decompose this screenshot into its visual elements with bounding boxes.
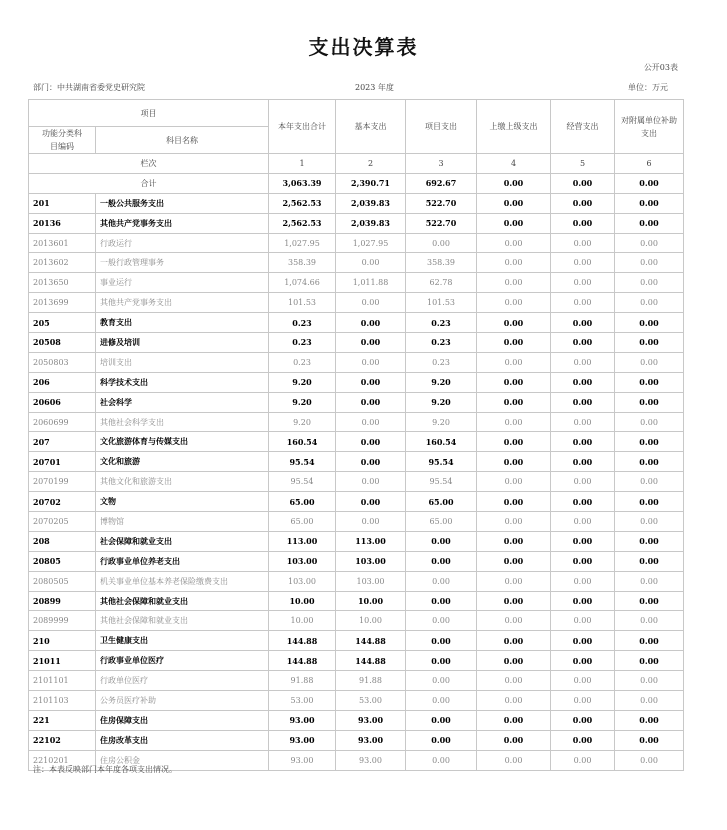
subject-code: 20136	[29, 213, 96, 233]
amount-cell: 2,039.83	[336, 193, 406, 213]
column-number: 6	[615, 154, 684, 174]
amount-cell: 0.00	[477, 611, 551, 631]
total-row	[29, 173, 684, 193]
subject-name: 科学技术支出	[96, 372, 269, 392]
amount-cell: 95.54	[269, 452, 336, 472]
amount-cell: 113.00	[269, 531, 336, 551]
amount-cell: 0.00	[551, 452, 615, 472]
amount-cell: 0.00	[551, 671, 615, 691]
column-number: 2	[336, 154, 406, 174]
amount-cell: 522.70	[406, 213, 477, 233]
amount-cell: 0.00	[551, 472, 615, 492]
amount-cell: 103.00	[336, 551, 406, 571]
header-code: 功能分类科目编码	[29, 127, 96, 154]
amount-cell: 2,562.53	[269, 213, 336, 233]
amount-cell: 0.00	[551, 591, 615, 611]
subject-name: 公务员医疗补助	[96, 691, 269, 711]
amount-cell: 65.00	[269, 512, 336, 532]
subject-code: 201	[29, 193, 96, 213]
total-value: 0.00	[615, 173, 684, 193]
amount-cell: 0.00	[477, 412, 551, 432]
amount-cell: 0.00	[615, 671, 684, 691]
subject-name: 文化和旅游	[96, 452, 269, 472]
amount-cell: 0.00	[336, 293, 406, 313]
amount-cell: 93.00	[336, 750, 406, 770]
subject-name: 一般公共服务支出	[96, 193, 269, 213]
amount-cell: 0.00	[615, 571, 684, 591]
amount-cell: 0.00	[551, 710, 615, 730]
table-row	[29, 333, 684, 353]
amount-cell: 160.54	[406, 432, 477, 452]
amount-cell: 103.00	[336, 571, 406, 591]
amount-cell: 95.54	[406, 452, 477, 472]
amount-cell: 0.00	[551, 233, 615, 253]
amount-cell: 0.00	[477, 233, 551, 253]
table-row	[29, 452, 684, 472]
table-row	[29, 492, 684, 512]
table-row	[29, 472, 684, 492]
amount-cell: 0.00	[477, 273, 551, 293]
subject-code: 22102	[29, 730, 96, 750]
department-label: 部门：中共湖南省委党史研究院	[33, 83, 145, 92]
amount-cell: 93.00	[336, 730, 406, 750]
subject-code: 20702	[29, 492, 96, 512]
amount-cell: 65.00	[269, 492, 336, 512]
amount-cell: 0.00	[336, 372, 406, 392]
expenditure-table	[28, 99, 684, 771]
subject-name: 其他社会保障和就业支出	[96, 611, 269, 631]
amount-cell: 0.00	[551, 193, 615, 213]
table-row	[29, 571, 684, 591]
amount-cell: 0.00	[477, 193, 551, 213]
table-row	[29, 531, 684, 551]
amount-cell: 0.00	[551, 293, 615, 313]
amount-cell: 0.00	[551, 651, 615, 671]
amount-cell: 144.88	[269, 651, 336, 671]
header-item: 项目	[29, 100, 269, 127]
amount-cell: 0.00	[477, 352, 551, 372]
amount-cell: 0.00	[551, 750, 615, 770]
amount-cell: 0.00	[406, 591, 477, 611]
subject-name: 住房改革支出	[96, 730, 269, 750]
table-row	[29, 551, 684, 571]
amount-cell: 0.00	[551, 313, 615, 333]
amount-cell: 0.00	[336, 333, 406, 353]
subject-code: 2080505	[29, 571, 96, 591]
column-number-row	[29, 154, 684, 174]
table-row	[29, 293, 684, 313]
lanci-label: 栏次	[29, 154, 269, 174]
amount-cell: 0.00	[551, 631, 615, 651]
amount-cell: 9.20	[406, 372, 477, 392]
subject-code: 20701	[29, 452, 96, 472]
amount-cell: 93.00	[269, 730, 336, 750]
amount-cell: 144.88	[336, 651, 406, 671]
amount-cell: 0.00	[551, 253, 615, 273]
amount-cell: 0.00	[477, 512, 551, 532]
subject-name: 其他文化和旅游支出	[96, 472, 269, 492]
amount-cell: 0.00	[615, 273, 684, 293]
subject-code: 2070205	[29, 512, 96, 532]
amount-cell: 0.00	[477, 551, 551, 571]
amount-cell: 0.00	[615, 611, 684, 631]
amount-cell: 101.53	[406, 293, 477, 313]
amount-cell: 0.00	[615, 730, 684, 750]
amount-cell: 91.88	[269, 671, 336, 691]
amount-cell: 0.00	[477, 730, 551, 750]
amount-cell: 0.00	[477, 571, 551, 591]
subject-name: 行政单位医疗	[96, 671, 269, 691]
subject-code: 2101103	[29, 691, 96, 711]
amount-cell: 0.00	[615, 313, 684, 333]
table-row	[29, 512, 684, 532]
amount-cell: 0.00	[615, 631, 684, 651]
amount-cell: 0.00	[551, 412, 615, 432]
amount-cell: 0.00	[615, 710, 684, 730]
total-value: 692.67	[406, 173, 477, 193]
amount-cell: 0.00	[406, 730, 477, 750]
amount-cell: 65.00	[406, 492, 477, 512]
table-row	[29, 412, 684, 432]
amount-cell: 0.00	[477, 432, 551, 452]
subject-name: 行政事业单位医疗	[96, 651, 269, 671]
amount-cell: 103.00	[269, 571, 336, 591]
header-project: 项目支出	[406, 100, 477, 154]
subject-name: 文化旅游体育与传媒支出	[96, 432, 269, 452]
table-row	[29, 213, 684, 233]
amount-cell: 0.00	[551, 213, 615, 233]
amount-cell: 0.00	[615, 551, 684, 571]
amount-cell: 0.00	[336, 452, 406, 472]
amount-cell: 0.00	[406, 571, 477, 591]
subject-code: 20899	[29, 591, 96, 611]
subject-code: 208	[29, 531, 96, 551]
column-number: 4	[477, 154, 551, 174]
subject-name: 住房公积金	[96, 750, 269, 770]
total-value: 3,063.39	[269, 173, 336, 193]
amount-cell: 0.00	[336, 412, 406, 432]
amount-cell: 0.00	[615, 492, 684, 512]
amount-cell: 62.78	[406, 273, 477, 293]
subject-code: 20508	[29, 333, 96, 353]
amount-cell: 10.00	[269, 611, 336, 631]
subject-code: 2050803	[29, 352, 96, 372]
subject-name: 社会科学	[96, 392, 269, 412]
total-value: 0.00	[477, 173, 551, 193]
header-upper: 上缴上级支出	[477, 100, 551, 154]
total-value: 2,390.71	[336, 173, 406, 193]
amount-cell: 144.88	[336, 631, 406, 651]
amount-cell: 0.00	[406, 750, 477, 770]
amount-cell: 0.00	[406, 671, 477, 691]
subject-name: 博物馆	[96, 512, 269, 532]
subject-name: 住房保障支出	[96, 710, 269, 730]
amount-cell: 0.00	[477, 691, 551, 711]
amount-cell: 0.00	[477, 591, 551, 611]
header-name: 科目名称	[96, 127, 269, 154]
table-row	[29, 273, 684, 293]
amount-cell: 0.00	[551, 392, 615, 412]
amount-cell: 0.00	[615, 412, 684, 432]
amount-cell: 0.00	[336, 472, 406, 492]
subject-code: 2089999	[29, 611, 96, 631]
amount-cell: 0.00	[551, 432, 615, 452]
table-row	[29, 313, 684, 333]
amount-cell: 113.00	[336, 531, 406, 551]
subject-code: 2013602	[29, 253, 96, 273]
unit-label: 单位：万元	[628, 83, 668, 92]
amount-cell: 0.00	[615, 293, 684, 313]
subject-name: 卫生健康支出	[96, 631, 269, 651]
header-basic: 基本支出	[336, 100, 406, 154]
table-row	[29, 432, 684, 452]
amount-cell: 0.00	[477, 651, 551, 671]
table-note: 注：本表反映部门本年度各项支出情况。	[33, 765, 177, 774]
amount-cell: 0.00	[336, 432, 406, 452]
table-row	[29, 253, 684, 273]
total-label: 合计	[29, 173, 269, 193]
amount-cell: 0.00	[615, 750, 684, 770]
amount-cell: 0.00	[551, 273, 615, 293]
amount-cell: 358.39	[406, 253, 477, 273]
amount-cell: 1,027.95	[269, 233, 336, 253]
amount-cell: 0.00	[477, 710, 551, 730]
amount-cell: 10.00	[269, 591, 336, 611]
amount-cell: 10.00	[336, 611, 406, 631]
amount-cell: 0.00	[336, 512, 406, 532]
amount-cell: 0.00	[406, 611, 477, 631]
subject-code: 2013601	[29, 233, 96, 253]
amount-cell: 0.00	[406, 691, 477, 711]
header-total: 本年支出合计	[269, 100, 336, 154]
amount-cell: 0.00	[551, 512, 615, 532]
subject-name: 机关事业单位基本养老保险缴费支出	[96, 571, 269, 591]
amount-cell: 0.00	[615, 253, 684, 273]
amount-cell: 93.00	[269, 750, 336, 770]
amount-cell: 65.00	[406, 512, 477, 532]
amount-cell: 0.00	[477, 313, 551, 333]
amount-cell: 0.00	[615, 531, 684, 551]
column-number: 3	[406, 154, 477, 174]
table-row	[29, 631, 684, 651]
table-row	[29, 352, 684, 372]
amount-cell: 0.00	[551, 611, 615, 631]
amount-cell: 0.00	[551, 333, 615, 353]
amount-cell: 0.00	[551, 571, 615, 591]
amount-cell: 53.00	[336, 691, 406, 711]
amount-cell: 0.00	[551, 691, 615, 711]
table-row	[29, 193, 684, 213]
subject-name: 其他社会科学支出	[96, 412, 269, 432]
amount-cell: 0.00	[615, 193, 684, 213]
amount-cell: 0.00	[615, 651, 684, 671]
amount-cell: 0.23	[269, 352, 336, 372]
amount-cell: 0.00	[477, 472, 551, 492]
amount-cell: 1,027.95	[336, 233, 406, 253]
table-row	[29, 691, 684, 711]
amount-cell: 0.00	[615, 352, 684, 372]
subject-code: 2070199	[29, 472, 96, 492]
header-business: 经营支出	[551, 100, 615, 154]
amount-cell: 0.00	[477, 631, 551, 651]
amount-cell: 95.54	[269, 472, 336, 492]
amount-cell: 0.23	[269, 313, 336, 333]
subject-code: 2013650	[29, 273, 96, 293]
amount-cell: 0.00	[615, 392, 684, 412]
amount-cell: 0.00	[406, 551, 477, 571]
subject-name: 其他共产党事务支出	[96, 293, 269, 313]
subject-code: 207	[29, 432, 96, 452]
amount-cell: 93.00	[269, 710, 336, 730]
subject-code: 20606	[29, 392, 96, 412]
subject-name: 文物	[96, 492, 269, 512]
subject-code: 210	[29, 631, 96, 651]
subject-name: 其他社会保障和就业支出	[96, 591, 269, 611]
amount-cell: 9.20	[406, 412, 477, 432]
amount-cell: 0.23	[406, 313, 477, 333]
subject-name: 社会保障和就业支出	[96, 531, 269, 551]
amount-cell: 2,039.83	[336, 213, 406, 233]
amount-cell: 0.00	[615, 452, 684, 472]
amount-cell: 9.20	[269, 412, 336, 432]
subject-name: 行政事业单位养老支出	[96, 551, 269, 571]
subject-code: 2060699	[29, 412, 96, 432]
amount-cell: 0.00	[477, 213, 551, 233]
amount-cell: 160.54	[269, 432, 336, 452]
subject-code: 20805	[29, 551, 96, 571]
amount-cell: 0.00	[615, 432, 684, 452]
amount-cell: 0.00	[551, 372, 615, 392]
amount-cell: 0.00	[551, 730, 615, 750]
amount-cell: 1,011.88	[336, 273, 406, 293]
amount-cell: 0.00	[477, 492, 551, 512]
year-label: 2023 年度	[355, 83, 394, 92]
amount-cell: 144.88	[269, 631, 336, 651]
subject-name: 行政运行	[96, 233, 269, 253]
amount-cell: 0.00	[406, 631, 477, 651]
subject-name: 教育支出	[96, 313, 269, 333]
subject-name: 一般行政管理事务	[96, 253, 269, 273]
amount-cell: 0.00	[615, 333, 684, 353]
table-row	[29, 611, 684, 631]
amount-cell: 0.23	[406, 333, 477, 353]
subject-code: 2101101	[29, 671, 96, 691]
amount-cell: 9.20	[406, 392, 477, 412]
amount-cell: 53.00	[269, 691, 336, 711]
amount-cell: 0.00	[406, 531, 477, 551]
amount-cell: 522.70	[406, 193, 477, 213]
amount-cell: 0.00	[477, 333, 551, 353]
table-row	[29, 392, 684, 412]
meta-row	[28, 82, 668, 94]
amount-cell: 0.00	[336, 352, 406, 372]
amount-cell: 0.00	[615, 372, 684, 392]
amount-cell: 0.00	[477, 392, 551, 412]
amount-cell: 0.00	[336, 392, 406, 412]
amount-cell: 0.00	[615, 512, 684, 532]
subject-name: 培训支出	[96, 352, 269, 372]
form-number: 公开03表	[643, 63, 678, 72]
subject-code: 206	[29, 372, 96, 392]
subject-code: 2210201	[29, 750, 96, 770]
amount-cell: 0.00	[477, 750, 551, 770]
amount-cell: 0.00	[551, 492, 615, 512]
amount-cell: 103.00	[269, 551, 336, 571]
amount-cell: 101.53	[269, 293, 336, 313]
amount-cell: 9.20	[269, 392, 336, 412]
amount-cell: 358.39	[269, 253, 336, 273]
amount-cell: 0.00	[477, 372, 551, 392]
amount-cell: 2,562.53	[269, 193, 336, 213]
subject-code: 2013699	[29, 293, 96, 313]
amount-cell: 0.00	[551, 352, 615, 372]
amount-cell: 0.00	[551, 551, 615, 571]
amount-cell: 91.88	[336, 671, 406, 691]
amount-cell: 0.23	[269, 333, 336, 353]
subject-name: 进修及培训	[96, 333, 269, 353]
table-row	[29, 591, 684, 611]
amount-cell: 0.00	[615, 213, 684, 233]
page-title: 支出决算表	[308, 35, 419, 59]
amount-cell: 0.23	[406, 352, 477, 372]
amount-cell: 0.00	[406, 710, 477, 730]
table-row	[29, 671, 684, 691]
table-row	[29, 710, 684, 730]
column-number: 5	[551, 154, 615, 174]
amount-cell: 93.00	[336, 710, 406, 730]
amount-cell: 0.00	[336, 253, 406, 273]
amount-cell: 0.00	[406, 651, 477, 671]
table-row	[29, 651, 684, 671]
table-row	[29, 233, 684, 253]
amount-cell: 0.00	[477, 452, 551, 472]
amount-cell: 0.00	[615, 691, 684, 711]
subject-code: 221	[29, 710, 96, 730]
column-number: 1	[269, 154, 336, 174]
amount-cell: 0.00	[615, 472, 684, 492]
amount-cell: 9.20	[269, 372, 336, 392]
table-row	[29, 372, 684, 392]
amount-cell: 0.00	[551, 531, 615, 551]
amount-cell: 0.00	[477, 293, 551, 313]
amount-cell: 0.00	[477, 531, 551, 551]
amount-cell: 10.00	[336, 591, 406, 611]
total-value: 0.00	[551, 173, 615, 193]
amount-cell: 0.00	[336, 492, 406, 512]
amount-cell: 95.54	[406, 472, 477, 492]
amount-cell: 1,074.66	[269, 273, 336, 293]
subject-name: 其他共产党事务支出	[96, 213, 269, 233]
amount-cell: 0.00	[336, 313, 406, 333]
amount-cell: 0.00	[477, 253, 551, 273]
amount-cell: 0.00	[406, 233, 477, 253]
amount-cell: 0.00	[615, 591, 684, 611]
subject-code: 205	[29, 313, 96, 333]
header-subsidy: 对附属单位补助支出	[615, 100, 684, 154]
subject-name: 事业运行	[96, 273, 269, 293]
amount-cell: 0.00	[615, 233, 684, 253]
table-row	[29, 730, 684, 750]
subject-code: 21011	[29, 651, 96, 671]
amount-cell: 0.00	[477, 671, 551, 691]
